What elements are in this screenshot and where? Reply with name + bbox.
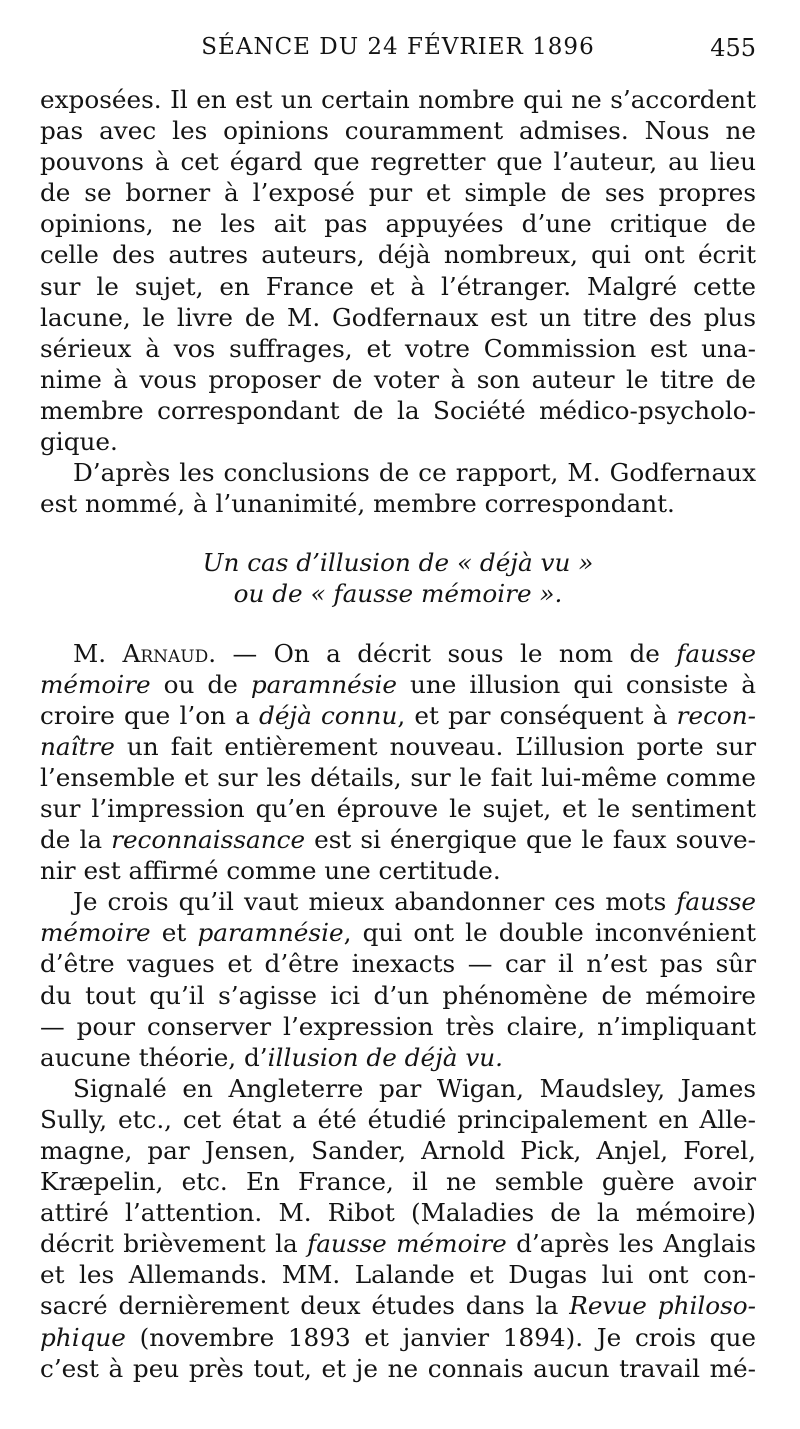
speaker-name: M. Arnaud. xyxy=(73,638,217,668)
text-line: naître un fait entièrement nouveau. L’illusion porte sur xyxy=(40,731,756,761)
text-line: magne, par Jensen, Sander, Arnold Pick, Anjel, Forel, xyxy=(40,1136,756,1165)
running-head xyxy=(40,34,756,68)
text-line: nime à vous proposer de voter à son auteur le titre de xyxy=(40,364,756,394)
section-title xyxy=(40,547,756,609)
italic-term: phique xyxy=(40,1322,126,1352)
italic-term: reconnaissance xyxy=(111,825,306,855)
text-line: sacré dernièrement deux études dans la Revue philoso- xyxy=(40,1291,756,1321)
text-line: de se borner à l’exposé pur et simple de ses propres xyxy=(40,178,756,208)
running-head-title: SÉANCE DU 24 FÉVRIER 1896 xyxy=(201,34,595,60)
italic-term: paramnésie xyxy=(250,669,397,699)
italic-term: mémoire xyxy=(40,918,151,948)
text-line: nir est affirmé comme une certitude. xyxy=(40,856,501,886)
text-line: de la reconnaissance est si énergique que le faux souve- xyxy=(40,825,756,855)
text-line: membre correspondant de la Société médico-psycholo- xyxy=(40,395,756,425)
italic-term: paramnésie xyxy=(197,918,344,948)
italic-term: naître xyxy=(40,731,115,761)
text-line: c’est à peu près tout, et je ne connais aucun travail mé- xyxy=(40,1353,756,1383)
italic-term: fausse xyxy=(676,638,756,668)
text-line: phique (novembre 1893 et janvier 1894). Je crois que xyxy=(40,1322,756,1352)
text-line: Kræpelin, etc. En France, il ne semble guère avoir xyxy=(40,1167,756,1197)
text-line: sérieux à vos suffrages, et votre Commission est una- xyxy=(40,333,756,363)
text-line: du tout qu’il s’agisse ici d’un phénomène de mémoire xyxy=(40,980,756,1010)
text-line: celle des autres auteurs, déjà nombreux, qui ont écrit xyxy=(40,240,756,270)
page-body xyxy=(40,84,756,1384)
text-line: pouvons à cet égard que regretter que l’auteur, au lieu xyxy=(40,147,756,177)
text-line: attiré l’attention. M. Ribot (Maladies de la mémoire) xyxy=(40,1198,756,1228)
italic-term: fausse mémoire xyxy=(307,1229,507,1259)
text-line: aucune théorie, d’illusion de déjà vu. xyxy=(40,1042,504,1072)
italic-term: Revue philoso- xyxy=(569,1291,756,1321)
text-line: exposées. Il en est un certain nombre qui ne s’accordent xyxy=(40,85,756,114)
text-line: lacune, le livre de M. Godfernaux est un titre des plus xyxy=(40,302,756,332)
paragraph-terminology xyxy=(40,886,756,1073)
section-title-line-2: ou de « fausse mémoire ». xyxy=(233,579,563,609)
text-line: Signalé en Angleterre par Wigan, Maudsley, James xyxy=(73,1073,756,1103)
text-line: décrit brièvement la fausse mémoire d’après les Anglais xyxy=(40,1229,756,1259)
text-line: D’après les conclusions de ce rapport, M. Godfernaux xyxy=(73,458,756,488)
italic-term: recon- xyxy=(676,700,756,730)
text-line: pas avec les opinions couramment admises. Nous ne xyxy=(40,116,756,146)
text-line: mémoire ou de paramnésie une illusion qui consiste à xyxy=(40,669,757,699)
paragraph-literature xyxy=(40,1073,756,1384)
paragraph-report-conclusion xyxy=(40,84,756,457)
paragraph-arnaud xyxy=(40,638,756,887)
text-line: opinions, ne les ait pas appuyées d’une critique de xyxy=(40,209,756,239)
italic-term: mémoire xyxy=(40,669,151,699)
text-line: et les Allemands. MM. Lalande et Dugas lui ont con- xyxy=(40,1260,756,1290)
text-line: sur le sujet, en France et à l’étranger. Malgré cette xyxy=(40,271,756,301)
italic-term: illusion de déjà vu. xyxy=(267,1042,504,1072)
text-line: l’ensemble et sur les détails, sur le fait lui-même comme xyxy=(40,762,756,792)
section-title-line-1: Un cas d’illusion de « déjà vu » xyxy=(202,548,594,578)
text-line: Sully, etc., cet état a été étudié principalement en Alle- xyxy=(40,1104,756,1134)
text-line: M. Arnaud. — On a décrit sous le nom de fausse xyxy=(73,638,756,668)
paragraph-nomination xyxy=(40,457,756,519)
text-line: croire que l’on a déjà connu, et par conséquent à recon- xyxy=(40,700,756,730)
page-number: 455 xyxy=(710,34,756,62)
text-line: est nommé, à l’unanimité, membre correspondant. xyxy=(40,489,675,519)
italic-term: fausse xyxy=(676,887,756,917)
text-line: Je crois qu’il vaut mieux abandonner ces mots fausse xyxy=(73,887,756,917)
italic-term: déjà connu xyxy=(259,700,398,730)
text-line: gique. xyxy=(40,427,118,457)
text-line: mémoire et paramnésie, qui ont le double inconvénient xyxy=(40,918,756,948)
text-line: sur l’impression qu’en éprouve le sujet, et le sentiment xyxy=(40,793,756,823)
text-line: — pour conserver l’expression très claire, n’impliquant xyxy=(40,1011,756,1041)
text-line: d’être vagues et d’être inexacts — car il n’est pas sûr xyxy=(40,949,756,979)
